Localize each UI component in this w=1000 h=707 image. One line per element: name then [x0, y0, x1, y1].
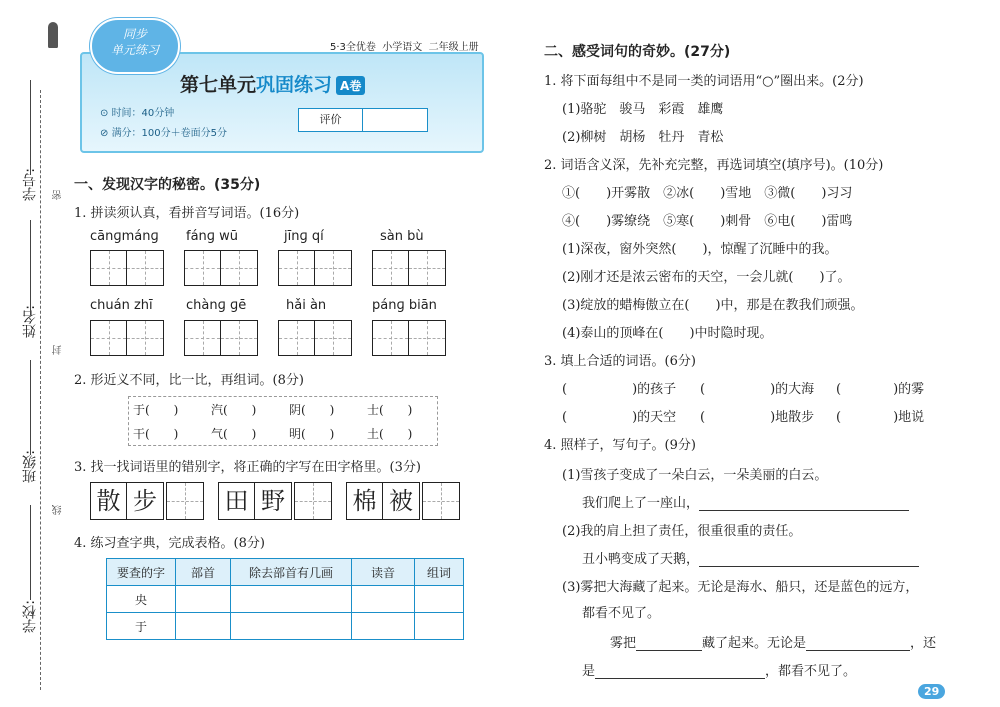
version-badge: A卷 [336, 76, 365, 95]
fill-sentence[interactable]: (3)绽放的蜡梅傲立在( )中，那是在教我们顽强。 [562, 298, 864, 313]
table-cell: 央 [107, 586, 176, 613]
table-header: 除去部首有几画 [231, 559, 352, 586]
pinyin: sàn bù [380, 229, 424, 244]
section-2-heading: 二、感受词句的奇妙。(27分) [544, 44, 731, 60]
seal-mark: 封 [53, 345, 64, 355]
header-meta: 5·3全优卷 小学语文 二年级上册 [330, 42, 479, 53]
table-header: 要查的字 [107, 559, 176, 586]
class-blank[interactable] [30, 360, 31, 455]
word-group[interactable]: (2)柳树 胡杨 牡丹 青松 [562, 130, 724, 145]
seal-mark: 密 [53, 190, 64, 200]
class-label: 班级: [22, 450, 38, 483]
correction-grid[interactable] [294, 482, 332, 520]
fill-word[interactable]: ( )地散步 [700, 410, 815, 425]
writing-grid[interactable] [184, 250, 258, 286]
compare-item[interactable]: 汽( ) [211, 403, 257, 417]
fill-word[interactable]: ( )的大海 [700, 382, 815, 397]
fill-word[interactable]: ( )的孩子 [562, 382, 677, 397]
section-1-heading: 一、发现汉字的秘密。(35分) [74, 177, 261, 193]
evaluation-box[interactable]: 评价 [298, 108, 428, 132]
question-2-4: 4. 照样子，写句子。(9分) [544, 438, 696, 453]
idiom-row[interactable]: ①( )开雾散 ②冰( )雪地 ③微( )习习 [562, 186, 853, 201]
writing-grid[interactable] [372, 250, 446, 286]
pinyin: fánɡ wū [186, 229, 239, 244]
question-1-1: 1. 拼读须认真，看拼音写词语。(16分) [74, 206, 300, 221]
fill-word[interactable]: ( )地说 [836, 410, 925, 425]
fill-sentence[interactable]: (4)泰山的顶峰在( )中时隐时现。 [562, 326, 773, 341]
writing-grid[interactable] [372, 320, 446, 356]
compare-item[interactable]: 士( ) [367, 403, 413, 417]
answer-line[interactable]: 是 ，都看不见了。 [582, 664, 857, 679]
answer-line[interactable]: 丑小鸭变成了天鹅， [582, 548, 919, 567]
table-header: 读音 [352, 559, 415, 586]
example-sentence: (2)我的肩上担了责任，很重很重的责任。 [562, 524, 802, 539]
table-cell: 于 [107, 613, 176, 640]
time-info: ⊙ 时间：40分钟 [100, 108, 175, 119]
wrong-word-box: 棉 被 [346, 482, 420, 520]
pinyin: jīnɡ qí [284, 229, 324, 244]
pinyin: chuán zhī [90, 298, 153, 313]
question-2-1: 1. 将下面每组中不是同一类的词语用“○”圈出来。(2分) [544, 74, 864, 89]
student-name-label: 姓名: [22, 305, 38, 338]
writing-grid[interactable] [90, 250, 164, 286]
compare-item[interactable]: 土( ) [367, 427, 413, 441]
student-id-blank[interactable] [30, 80, 31, 175]
page-number: 29 [918, 684, 945, 699]
answer-line[interactable]: 我们爬上了一座山， [582, 492, 909, 511]
correction-grid[interactable] [166, 482, 204, 520]
writing-grid[interactable] [278, 320, 352, 356]
question-2-2: 2. 词语含义深，先补充完整，再选词填空(填序号)。(10分) [544, 158, 884, 173]
idiom-row[interactable]: ④( )雾缭绕 ⑤寒( )刺骨 ⑥电( )雷鸣 [562, 214, 853, 229]
question-1-4: 4. 练习查字典，完成表格。(8分) [74, 536, 265, 551]
question-2-3: 3. 填上合适的词语。(6分) [544, 354, 696, 369]
compare-table [128, 396, 438, 446]
school-blank[interactable] [30, 505, 31, 600]
table-row [107, 586, 464, 613]
seal-mark: 线 [53, 505, 64, 515]
example-sentence: 都看不见了。 [582, 606, 661, 621]
table-row [107, 613, 464, 640]
pinyin: chànɡ ɡē [186, 298, 247, 313]
student-id-label: 学号: [22, 168, 38, 201]
school-label: 学校: [22, 600, 38, 633]
rocket-icon [48, 22, 58, 48]
pinyin: cānɡmánɡ [90, 229, 159, 244]
example-sentence: (3)雾把大海藏了起来。无论是海水、船只，还是蓝色的远方， [562, 580, 919, 595]
dictionary-table [106, 558, 464, 640]
student-name-blank[interactable] [30, 220, 31, 315]
cloud-text: 同步 单元练习 [110, 27, 159, 57]
page-title: 第七单元巩固练习 A卷 [180, 70, 365, 97]
writing-grid[interactable] [184, 320, 258, 356]
example-sentence: (1)雪孩子变成了一朵白云，一朵美丽的白云。 [562, 468, 828, 483]
pinyin: hǎi àn [286, 298, 327, 313]
fill-word[interactable]: ( )的天空 [562, 410, 677, 425]
correction-grid[interactable] [422, 482, 460, 520]
question-1-2: 2. 形近义不同，比一比，再组词。(8分) [74, 373, 304, 388]
table-header: 部首 [176, 559, 231, 586]
fill-word[interactable]: ( )的雾 [836, 382, 925, 397]
binding-line [40, 90, 41, 690]
compare-item[interactable]: 明( ) [289, 427, 335, 441]
writing-grid[interactable] [278, 250, 352, 286]
compare-item[interactable]: 阴( ) [289, 403, 335, 417]
compare-item[interactable]: 气( ) [211, 427, 257, 441]
question-1-3: 3. 找一找词语里的错别字，将正确的字写在田字格里。(3分) [74, 460, 421, 475]
compare-item[interactable]: 干( ) [133, 427, 179, 441]
pinyin: pánɡ biān [372, 298, 437, 313]
fill-sentence[interactable]: (1)深夜，窗外突然( )，惊醒了沉睡中的我。 [562, 242, 838, 257]
score-info: ⊘ 满分：100分＋卷面分5分 [100, 128, 228, 139]
writing-grid[interactable] [90, 320, 164, 356]
table-header: 组词 [415, 559, 464, 586]
fill-sentence[interactable]: (2)刚才还是浓云密布的天空，一会儿就( )了。 [562, 270, 851, 285]
compare-item[interactable]: 于( ) [133, 403, 179, 417]
answer-line[interactable]: 雾把 藏了起来。无论是 ，还 [610, 636, 937, 651]
wrong-word-box: 田 野 [218, 482, 292, 520]
word-group[interactable]: (1)骆驼 骏马 彩霞 雄鹰 [562, 102, 724, 117]
wrong-word-box: 散 步 [90, 482, 164, 520]
